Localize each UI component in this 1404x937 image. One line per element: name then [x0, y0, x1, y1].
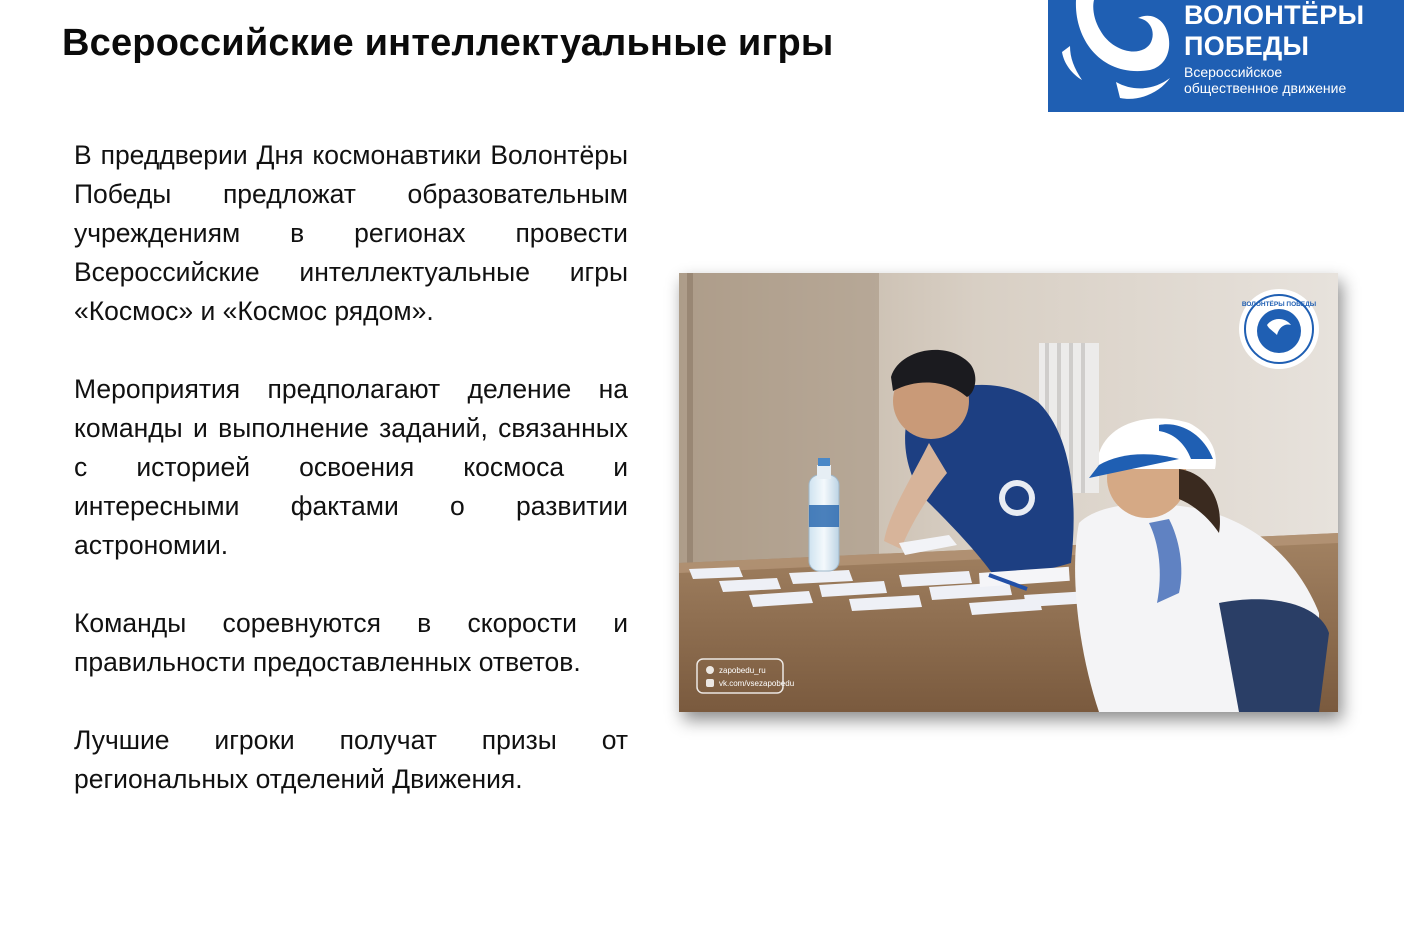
watermark-line2: vk.com/vsezapobedu — [719, 679, 795, 688]
paragraph-2: Мероприятия предполагают деление на команды и выполнение заданий, связанных с историей освоения космоса и интересными фактами о развитии астрономии. — [74, 374, 628, 560]
body-text — [74, 136, 628, 838]
watermark-line1: zapobedu_ru — [719, 666, 766, 675]
logo-name-line1: ВОЛОНТЁРЫ — [1184, 0, 1365, 30]
paragraph-1: В преддверии Дня космонавтики Волонтёры Победы предложат образовательным учреждениям в регионах провести Всероссийские интеллектуальные игры «Космос» и «Космос рядом». — [74, 140, 628, 326]
logo-name — [1184, 0, 1364, 62]
paragraph-3: Команды соревнуются в скорости и правильности предоставленных ответов. — [74, 608, 628, 677]
logo-sub-line1: Всероссийское — [1184, 64, 1283, 80]
photo-door — [679, 273, 879, 573]
photo-badge — [1239, 289, 1319, 369]
dove-icon — [1054, 0, 1184, 112]
logo-name-line2: ПОБЕДЫ — [1184, 31, 1310, 61]
event-photo-illustration — [679, 273, 1338, 712]
page-title: Всероссийские интеллектуальные игры — [62, 22, 834, 64]
logo-subtitle — [1184, 64, 1346, 96]
logo-sub-line2: общественное движение — [1184, 80, 1347, 96]
telegram-icon — [706, 666, 714, 674]
brand-logo — [1048, 0, 1404, 112]
event-photo — [679, 273, 1338, 712]
photo-badge-text: ВОЛОНТЁРЫ ПОБЕДЫ — [1241, 301, 1317, 308]
vk-icon — [706, 679, 714, 687]
paragraph-4: Лучшие игроки получат призы от региональных отделений Движения. — [74, 725, 628, 794]
